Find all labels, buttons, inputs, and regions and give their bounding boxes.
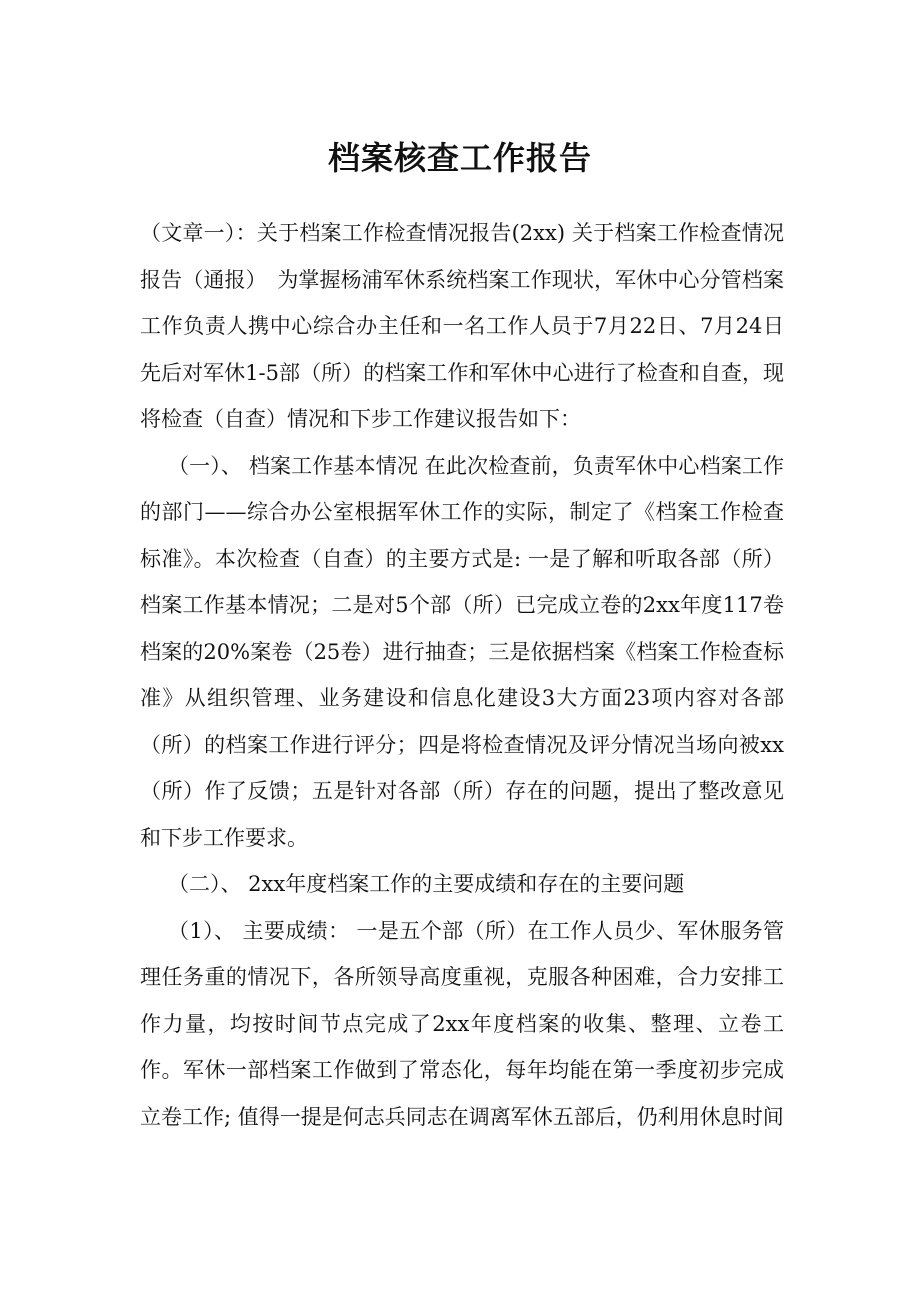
paragraph-section-two-heading: （二）、 2xx年度档案工作的主要成绩和存在的主要问题 [168,872,685,896]
paragraph-section-one: （一）、 档案工作基本情况 在此次检查前，负责军休中心档案工作的部门——综合办公室根据军休工作的实际，制定了《档案工作检查标准》。本次检查（自查）的主要方式是: 一是了解和听取各部（所）档案工作基本情况；二是对5个部（所）已完成立卷的2xx年度117卷档案的20%案卷（25卷）进行抽查；三是依据档案《档案工作检查标准》从组织管理、业务建设和信息化建设3大方面23项内容对各部（所）的档案工作进行评分；四是将检查情况及评分情况当场向被xx（所）作了反馈；五是针对各部（所）存在的问题，提出了整改意见和下步工作要求。 [140,453,784,850]
paragraph-intro: （文章一）：关于档案工作检查情况报告(2xx) 关于档案工作检查情况报告（通报） 为掌握杨浦军休系统档案工作现状，军休中心分管档案工作负责人携中心综合办主任和一名工作人员于7月22日、7月24日先后对军休1-5部（所）的档案工作和军休中心进行了检查和自查，现将检查（自查）情况和下步工作建议报告如下： [140,221,784,431]
paragraph-achievements: （1）、 主要成绩： 一是五个部（所）在工作人员少、军休服务管理任务重的情况下，各所领导高度重视，克服各种困难，合力安排工作力量，均按时间节点完成了2xx年度档案的收集、整理、立卷工作。军休一部档案工作做到了常态化，每年均能在第一季度初步完成 立卷工作; 值得一提是何志兵同志在调离军休五部后，仍利用休息时间 [140,918,784,1129]
document-title: 档案核查工作报告 [327,139,592,178]
document-body [140,210,784,1140]
